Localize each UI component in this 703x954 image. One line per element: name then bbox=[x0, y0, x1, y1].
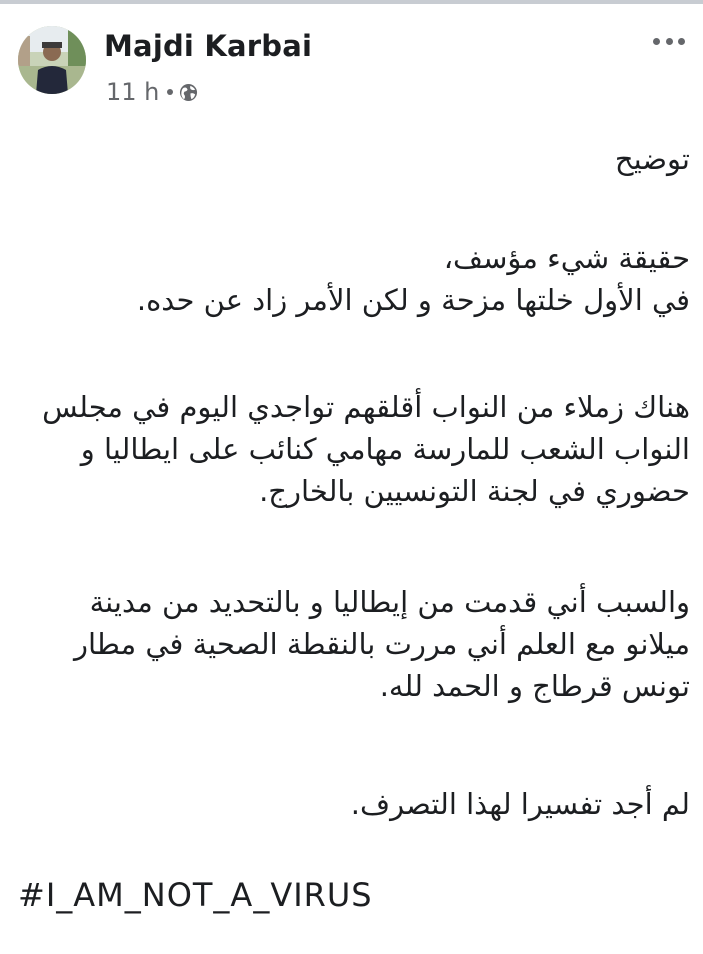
post-line: حضوري في لجنة التونسيين بالخارج. bbox=[259, 474, 690, 508]
author-name[interactable]: Majdi Karbai bbox=[104, 29, 313, 63]
post-header bbox=[18, 26, 685, 106]
paragraph-heading bbox=[18, 138, 690, 180]
post-meta bbox=[106, 78, 198, 106]
top-divider bbox=[0, 0, 703, 4]
paragraph-3 bbox=[18, 581, 690, 707]
post-line: توضيح bbox=[614, 142, 690, 176]
post-line: تونس قرطاج و الحمد لله. bbox=[379, 669, 690, 703]
avatar[interactable] bbox=[18, 26, 86, 94]
globe-icon[interactable] bbox=[179, 83, 198, 102]
post-line: والسبب أني قدمت من إيطاليا و بالتحديد من مدينة bbox=[89, 585, 690, 619]
post-line: هناك زملاء من النواب أقلقهم تواجدي اليوم في مجلس bbox=[42, 390, 690, 424]
more-options-icon[interactable] bbox=[653, 34, 685, 48]
post-line: لم أجد تفسيرا لهذا التصرف. bbox=[350, 787, 690, 821]
post-line: ميلانو مع العلم أني مررت بالنقطة الصحية في مطار bbox=[73, 627, 690, 661]
post-line: في الأول خلتها مزحة و لكن الأمر زاد عن حده. bbox=[136, 283, 690, 317]
post-line: حقيقة شيء مؤسف، bbox=[443, 241, 690, 275]
hashtag-link[interactable]: #I_AM_NOT_A_VIRUS bbox=[18, 876, 373, 914]
post-line: النواب الشعب للمارسة مهامي كنائب على ايطاليا و bbox=[80, 432, 690, 466]
paragraph-2 bbox=[18, 386, 690, 512]
post-time[interactable]: 11 h bbox=[106, 78, 160, 106]
paragraph-1 bbox=[18, 237, 690, 321]
separator-dot bbox=[167, 89, 173, 95]
paragraph-4 bbox=[18, 783, 690, 825]
